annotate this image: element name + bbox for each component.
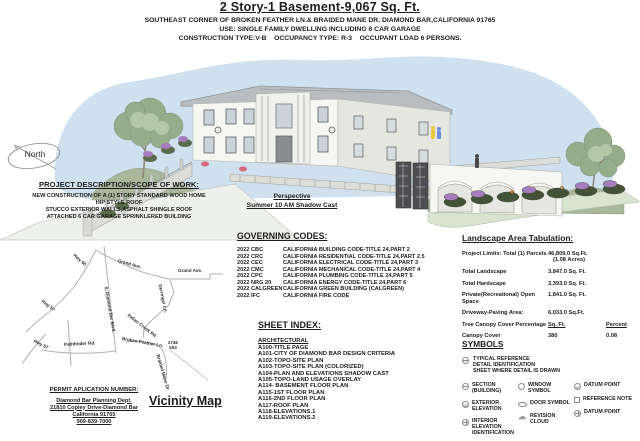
landscape-value-main: 46,809.0 Sq.Ft.: [548, 251, 588, 257]
code-id: 2022 IFC: [237, 292, 261, 299]
sheet-index-item: A118-ELEVATIONS.1: [258, 409, 316, 416]
symbol-label: DATUM POINT: [584, 381, 621, 388]
symbol-label: DOOR SYMBOL: [530, 399, 571, 406]
site-label: Site: [168, 345, 177, 350]
landscape-row: [462, 281, 636, 287]
header-address-line: SOUTHEAST CORNER OF BROKEN FEATHER LN.& BRAIDED MANE DR. DIAMOND BAR,CALIFORNIA 91765: [144, 17, 496, 24]
code-id: 2022 CRC: [237, 253, 264, 260]
datum-point-icon: [574, 383, 581, 390]
code-desc: CALIFORNIA FIRE CODE: [283, 292, 350, 299]
symbol-item: [574, 382, 636, 390]
symbol-label: INTERIOR ELEVATION IDENTIFICATION: [472, 417, 514, 436]
symbol-item: [462, 400, 518, 412]
code-desc: CALIFORNIA RESIDENTIAL CODE-TITLE 24,PART 2.5: [283, 253, 425, 260]
symbol-item: [462, 418, 518, 436]
landscape-label: Total Landscape: [462, 269, 507, 275]
perspective-caption: [210, 193, 374, 211]
landscape-tabulation-section: [462, 233, 636, 345]
sheet-index-item: A115-1ST FLOOR PLAN: [258, 389, 325, 396]
symbol-label: DATUM POINT: [584, 408, 621, 415]
project-description-line: NEW CONSTRUCTION OF A (1) STORY STANDARD WOOD HOME: [32, 193, 206, 199]
landscape-value: 1,841.0 Sq. Ft.: [548, 292, 586, 299]
landscape-value: [548, 251, 606, 264]
symbol-label: SECTION (BUILDING): [472, 381, 502, 394]
canopy-header-row: [462, 322, 636, 328]
sheet-index-item: A103-TOPO-SITE PLAN (COLORIZED): [258, 364, 364, 371]
sheet-index-item: A102-TOPO-SITE PLAN: [258, 357, 324, 364]
governing-codes-heading: GOVERNING CODES:: [237, 231, 328, 241]
header-use-line: USE: SINGLE FAMILY DWELLING INCLUDING 6 CAR GARAGE: [219, 25, 421, 33]
landscape-value: 3,393.0 Sq. Ft.: [548, 280, 586, 287]
road-label: Hwy 57: [40, 298, 57, 313]
sheet-index-category: ARCHITECTURAL: [258, 338, 309, 344]
road-label: Grand Ave.: [178, 268, 203, 273]
road-label: Hwy 57: [32, 338, 50, 351]
landscape-value: 6,033.0 Sq.Ft.: [548, 310, 585, 317]
symbol-item: [574, 409, 636, 417]
sheet-index-item: A101-CITY OF DIAMOND BAR DESIGN CRITERIA: [258, 351, 396, 358]
symbol-label: REFERENCE NOTE: [583, 395, 632, 402]
symbol-item: [518, 400, 574, 407]
symbol-label: WINDOW SYMBOL: [528, 381, 552, 394]
symbols-grid: [462, 382, 640, 436]
road-label: S. Diamond Bar Blvd.: [103, 286, 117, 333]
sheet-index-item: A100-TITLE PAGE: [258, 345, 309, 351]
north-arrow: [4, 138, 66, 174]
project-description-heading: PROJECT DESCRIPTION/SCOPE OF WORK:: [39, 180, 199, 189]
perspective-caption-line2: Summer 10 AM Shadow Cast: [246, 201, 338, 209]
canopy-header-label: Tree Canopy Cover Percentage: [462, 321, 547, 328]
road-label: Hwy 60: [72, 252, 88, 267]
typical-reference-item: [462, 356, 640, 375]
canopy-percent-value: 0.08: [606, 333, 618, 340]
section-building-icon: [462, 383, 469, 390]
symbols-column: [574, 382, 636, 436]
road-label: Indian Creek Rd.: [126, 312, 159, 339]
site-marker-label: [168, 340, 178, 350]
header-construction-line: CONSTRUCTION TYPE:V-B OCCUPANCY TYPE: R-3 OCCUPANT LOAD 6 PERSONS.: [178, 34, 462, 42]
landscape-label: Project Limits: Total (1) Parcels: [462, 251, 547, 257]
page-title: 2 Story-1 Basement-9,067 Sq. Ft.: [219, 0, 421, 14]
code-desc: CALIFORNIA ENERGY CODE-TITLE 24,PART 6: [283, 279, 407, 286]
landscape-label: Total Hardscape: [462, 280, 506, 287]
symbol-item: [574, 396, 636, 403]
code-desc: CALIFORNIA BUILDING CODE-TITLE 24,PART 2: [283, 247, 410, 253]
typical-line: SHEET WHERE DETAIL IS DRAWN: [473, 368, 560, 375]
code-id: 2022 CEC: [237, 260, 263, 266]
governing-codes-section: [237, 231, 455, 299]
project-description-line: HIP STYLE ROOF: [95, 200, 143, 206]
sheet-index-item: A104-PLAN AND ELEVATIONS SHADOW CAST: [258, 370, 389, 377]
permit-line: 21810 Copley Drive-Diamond Bar: [50, 404, 138, 411]
landscape-label: Private(Recreational) Open Space: [462, 292, 536, 305]
canopy-sqft-value: 380: [548, 333, 558, 340]
revision-cloud-icon: ☁: [518, 411, 526, 421]
road-label: Braided Mane Dr.: [155, 353, 171, 392]
code-row: [237, 293, 455, 300]
symbols-column: [518, 382, 574, 436]
sheet-index-item: A116-2ND FLOOR PLAN: [258, 396, 326, 403]
code-id: 2022 CPC: [237, 273, 263, 279]
code-id: 2022 CMC: [237, 266, 264, 273]
landscape-value-acres: (1.08 Acres): [553, 257, 586, 264]
symbols-heading: SYMBOLS: [462, 339, 504, 349]
landscape-tabulation-heading: Landscape Area Tabulation:: [462, 233, 574, 243]
symbol-item: [518, 413, 574, 425]
symbols-section: [462, 339, 640, 436]
landscape-label: Driveway-Paving Area:: [462, 310, 524, 317]
sheet-index-section: [258, 320, 450, 422]
exterior-elevation-icon: [462, 401, 469, 408]
typical-reference-text: [473, 356, 560, 375]
typical-line: TYPICAL REFERENCE: [473, 356, 530, 362]
code-id: 2022 CBC: [237, 247, 264, 253]
door-symbol-icon: [518, 402, 527, 407]
symbol-item: [462, 382, 518, 394]
road-label: Pathfinder Rd.: [63, 340, 96, 347]
north-label: North: [24, 149, 46, 159]
entry-tower: [256, 92, 310, 164]
landscape-row: [462, 292, 636, 305]
sheet-index-item: A119-ELEVATIONS.2: [258, 415, 316, 422]
sheet-index-item: A114- BASEMENT FLOOR PLAN: [258, 383, 349, 390]
permit-section: [26, 387, 162, 426]
landscape-value: 3,847.0 Sq. Ft.: [548, 269, 586, 275]
project-description-section: [26, 180, 212, 221]
code-id: 2022 NRG 20: [237, 279, 272, 286]
typical-line: DETAIL IDENTIFICATION: [473, 362, 536, 369]
code-desc: CALIFORNIA ELECTRICAL CODE-TITLE 24,PART 3: [283, 260, 419, 266]
symbol-item: [518, 382, 574, 394]
sheet-index-item: A105-TOPO-LAND USAGE OVERLAY: [258, 377, 362, 384]
reference-note-icon: [574, 397, 580, 403]
entry-door: [276, 136, 292, 162]
symbol-label: REVISION CLOUD: [530, 412, 556, 425]
garage-block: [430, 164, 562, 216]
canopy-percent-header: Percent: [606, 321, 627, 328]
canopy-label: Canopy Cover: [462, 333, 501, 340]
vicinity-map-heading: Vicinity Map: [149, 394, 222, 408]
permit-line: California 91765: [72, 411, 116, 418]
landscape-row: [462, 251, 636, 264]
window-symbol-icon: [518, 383, 525, 390]
permit-line: Diamond Bar Planning Dept.: [56, 397, 132, 404]
permit-heading: PERMIT APLICATION NUMBER:: [49, 387, 139, 393]
road-label: Grand Ave.: [117, 258, 142, 270]
sheet-index-heading: SHEET INDEX:: [258, 320, 322, 330]
symbol-label: EXTERIOR ELEVATION: [472, 399, 502, 412]
landscape-row: [462, 310, 636, 316]
entry-window: [276, 104, 292, 128]
site-number: 2746: [168, 340, 178, 345]
road-label: Broken Feather Ln.: [121, 336, 164, 349]
code-desc: CALIFORNIA GREEN BUILDING (CALGREEN): [283, 286, 404, 292]
interior-elevation-icon: [462, 419, 469, 426]
project-description-line: STUCCO EXTERIOR WALLS,ASPHALT SHINGLE ROOF: [45, 207, 193, 213]
header: [0, 0, 640, 43]
road-label: Derringer Ln.: [157, 283, 169, 314]
code-desc: CALIFORNIA MECHANICAL CODE-TITLE 24,PART 4: [283, 266, 421, 273]
landscape-row: [462, 269, 636, 275]
code-desc: CALIFORNIA PLUMBING CODE-TITLE 24,PART 5: [283, 273, 413, 279]
typical-reference-icon: [462, 357, 469, 364]
datum-point-icon: [574, 410, 581, 417]
sheet-index-item: A117-ROOF PLAN: [258, 402, 309, 409]
symbols-column: [462, 382, 518, 436]
perspective-caption-line1: Perspective: [273, 193, 311, 200]
permit-line: 909-839-7000: [76, 418, 112, 425]
canopy-sqft-header: Sq. Ft.: [548, 321, 566, 328]
code-id: 2022 CALGREEN: [237, 286, 283, 292]
project-description-line: ATTACHED 6 CAR GARAGE SPRINKLERED BUILDING: [46, 214, 192, 220]
